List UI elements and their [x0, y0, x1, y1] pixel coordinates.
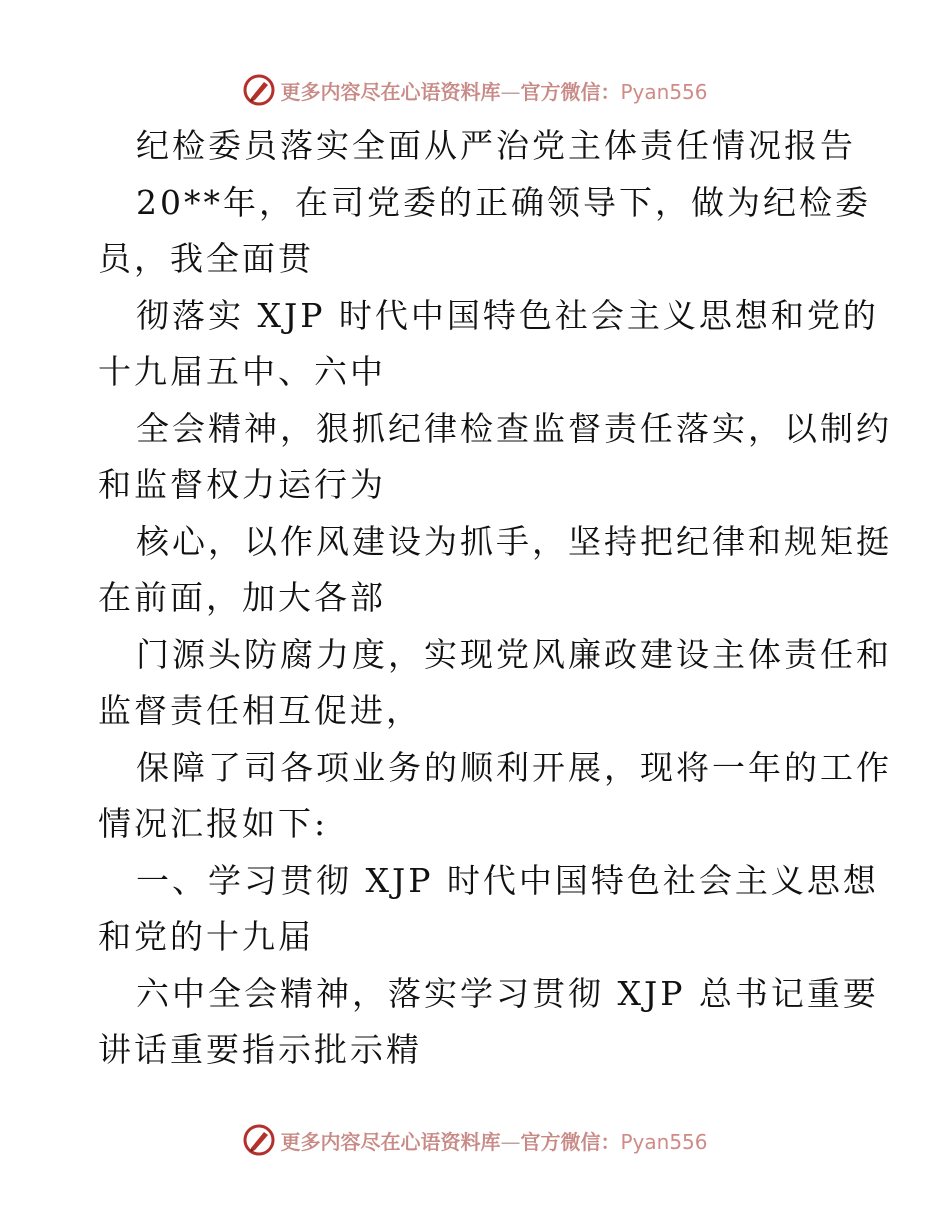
footer-watermark [0, 1120, 950, 1160]
watermark-suffix: 官方微信： [520, 79, 621, 104]
text-line: 情况汇报如下: [98, 804, 329, 843]
document-title: 纪检委员落实全面从严治党主体责任情况报告 [136, 126, 856, 165]
text-line: 十九届五中、六中 [98, 352, 386, 391]
text-line: 保障了司各项业务的顺利开展，现将一年的工作 [136, 747, 892, 787]
watermark-id: Pyan556 [620, 79, 708, 104]
text-line: 全会精神，狠抓纪律检查监督责任落实，以制约 [136, 408, 892, 448]
header-watermark [0, 70, 950, 110]
text-line: 监督责任相互促进， [98, 691, 422, 730]
watermark-suffix: 官方微信： [520, 1129, 621, 1154]
watermark-text [280, 76, 707, 105]
watermark-id: Pyan556 [620, 1129, 708, 1154]
pen-logo-icon [242, 1123, 276, 1157]
watermark-title: 更多内容尽在心语资料库 [280, 79, 501, 104]
text-line: 彻落实 XJP 时代中国特色社会主义思想和党的 [136, 295, 879, 335]
watermark-title: 更多内容尽在心语资料库 [280, 1129, 501, 1154]
watermark-separator: — [500, 1129, 521, 1154]
watermark-text [280, 1126, 707, 1155]
text-line: 六中全会精神，落实学习贯彻 XJP 总书记重要 [136, 973, 879, 1013]
text-line: 20**年，在司党委的正确领导下，做为纪检委 [136, 182, 871, 222]
text-line: 和党的十九届 [98, 917, 314, 956]
text-line: 一、学习贯彻 XJP 时代中国特色社会主义思想 [136, 860, 879, 900]
watermark-separator: — [500, 79, 521, 104]
pen-logo-icon [242, 73, 276, 107]
text-line: 门源头防腐力度，实现党风廉政建设主体责任和 [136, 634, 892, 674]
text-line: 在前面，加大各部 [98, 578, 386, 617]
text-line: 员，我全面贯 [98, 239, 314, 278]
text-line: 核心，以作风建设为抓手，坚持把纪律和规矩挺 [136, 521, 892, 561]
document-body [98, 118, 892, 1079]
text-line: 和监督权力运行为 [98, 465, 386, 504]
text-line: 讲话重要指示批示精 [98, 1030, 422, 1069]
